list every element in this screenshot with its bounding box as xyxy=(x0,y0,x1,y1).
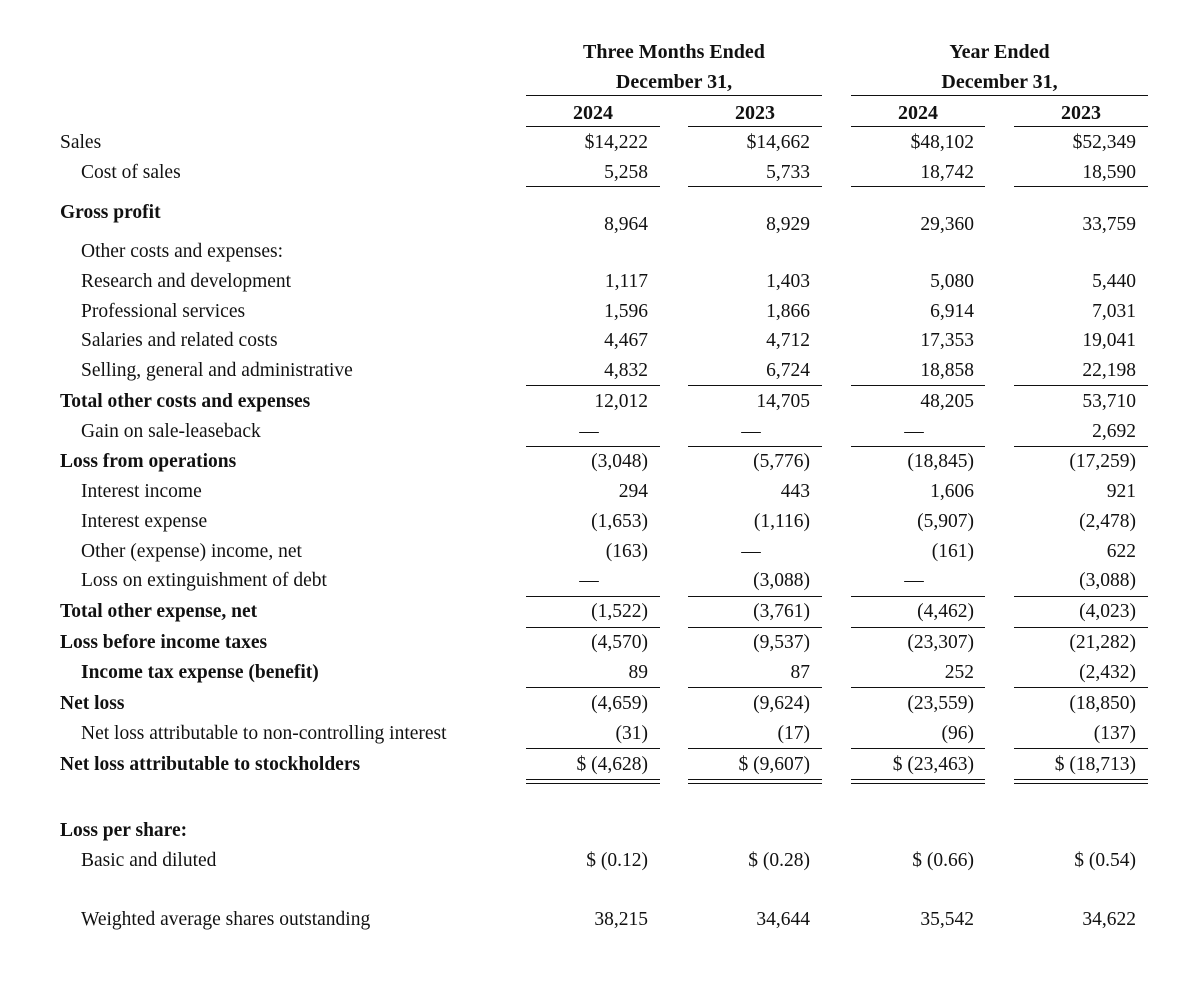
cell-value: (163) xyxy=(605,541,648,562)
cell-value: 622 xyxy=(1106,541,1136,562)
underline-rule xyxy=(688,126,822,127)
underline-rule xyxy=(851,687,985,688)
cell-value: (5,776) xyxy=(753,451,810,472)
row-label: Loss before income taxes xyxy=(60,632,268,653)
row-label: Professional services xyxy=(81,301,246,322)
cell-value: (23,307) xyxy=(907,632,974,653)
row-label: Other (expense) income, net xyxy=(81,541,302,562)
underline-rule xyxy=(688,687,822,688)
cell-value: 18,742 xyxy=(920,162,974,183)
row-label: Net loss attributable to stockholders xyxy=(60,754,361,775)
cell-value: 252 xyxy=(944,662,974,683)
table-row xyxy=(0,158,1200,188)
table-row xyxy=(0,905,1200,935)
cell-value: 19,041 xyxy=(1082,330,1136,351)
table-row xyxy=(0,297,1200,327)
table-row xyxy=(0,326,1200,356)
cell-value: — xyxy=(579,570,599,591)
cell-value: 921 xyxy=(1106,481,1136,502)
table-row xyxy=(0,628,1200,658)
cell-value: (1,653) xyxy=(591,511,648,532)
cell-value: $52,349 xyxy=(1072,132,1136,153)
table-row xyxy=(0,477,1200,507)
table-row xyxy=(0,417,1200,447)
underline-rule xyxy=(688,186,822,187)
row-label: Loss per share: xyxy=(60,820,188,841)
row-label: Basic and diluted xyxy=(81,850,217,871)
cell-value: 1,117 xyxy=(604,271,648,292)
table-row xyxy=(0,387,1200,417)
cell-value: (1,522) xyxy=(591,601,648,622)
cell-value: 1,866 xyxy=(766,301,810,322)
underline-rule xyxy=(526,186,660,187)
table-row xyxy=(0,566,1200,596)
cell-value: (3,048) xyxy=(591,451,648,472)
row-label: Cost of sales xyxy=(81,162,181,183)
cell-value: 1,596 xyxy=(604,301,648,322)
underline-rule xyxy=(1014,385,1148,386)
cell-value: 8,929 xyxy=(766,214,810,235)
underline-rule xyxy=(1014,186,1148,187)
cell-value: (2,432) xyxy=(1079,662,1136,683)
row-label: Loss on extinguishment of debt xyxy=(81,570,327,591)
double-underline-rule xyxy=(526,779,660,784)
cell-value: (137) xyxy=(1093,723,1136,744)
table-row xyxy=(0,846,1200,876)
row-label: Other costs and expenses: xyxy=(81,241,283,262)
table-row xyxy=(0,750,1200,780)
cell-value: (2,478) xyxy=(1079,511,1136,532)
cell-value: 1,606 xyxy=(930,481,974,502)
cell-value: 5,440 xyxy=(1092,271,1136,292)
column-header-year: 2024 xyxy=(573,102,613,124)
year-ended-header-line2: December 31, xyxy=(941,71,1058,93)
cell-value: $ (9,607) xyxy=(738,754,810,775)
cell-value: (9,537) xyxy=(753,632,810,653)
cell-value: 6,724 xyxy=(766,360,810,381)
table-row xyxy=(0,537,1200,567)
table-row xyxy=(0,507,1200,537)
table-row xyxy=(0,356,1200,386)
cell-value: $ (0.54) xyxy=(1074,850,1136,871)
cell-value: — xyxy=(904,570,924,591)
column-header-year: 2023 xyxy=(735,102,775,124)
cell-value: 7,031 xyxy=(1092,301,1136,322)
underline-rule xyxy=(526,126,660,127)
row-label: Weighted average shares outstanding xyxy=(81,909,371,930)
row-label: Interest expense xyxy=(81,511,208,532)
cell-value: 4,467 xyxy=(604,330,648,351)
underline-rule xyxy=(688,627,822,628)
cell-value: 1,403 xyxy=(766,271,810,292)
cell-value: $14,222 xyxy=(584,132,648,153)
cell-value: 5,080 xyxy=(930,271,974,292)
underline-rule xyxy=(851,596,985,597)
year-ended-header-line1: Year Ended xyxy=(949,41,1050,63)
row-label: Gain on sale-leaseback xyxy=(81,421,261,442)
underline-rule xyxy=(851,385,985,386)
three-months-header-line2: December 31, xyxy=(615,71,733,93)
cell-value: $ (0.66) xyxy=(912,850,974,871)
underline-rule xyxy=(526,446,660,447)
underline-rule xyxy=(851,186,985,187)
group-divider xyxy=(526,95,822,96)
row-label: Income tax expense (benefit) xyxy=(81,662,319,683)
cell-value: 18,858 xyxy=(920,360,974,381)
underline-rule xyxy=(1014,596,1148,597)
three-months-header-line1: Three Months Ended xyxy=(583,41,765,63)
cell-value: 87 xyxy=(790,662,810,683)
underline-rule xyxy=(851,748,985,749)
row-label: Loss from operations xyxy=(60,451,237,472)
column-header-year: 2023 xyxy=(1061,102,1101,124)
row-label: Selling, general and administrative xyxy=(81,360,353,381)
cell-value: 29,360 xyxy=(920,214,974,235)
underline-rule xyxy=(1014,627,1148,628)
row-label: Interest income xyxy=(81,481,202,502)
cell-value: (1,116) xyxy=(753,511,810,532)
row-label: Net loss xyxy=(60,693,125,714)
cell-value: (3,761) xyxy=(753,601,810,622)
cell-value: (3,088) xyxy=(1079,570,1136,591)
row-label: Sales xyxy=(60,132,102,153)
cell-value: (9,624) xyxy=(753,693,810,714)
table-row xyxy=(0,719,1200,749)
cell-value: 294 xyxy=(618,481,648,502)
cell-value: 12,012 xyxy=(594,391,648,412)
underline-rule xyxy=(526,596,660,597)
cell-value: $ (0.28) xyxy=(748,850,810,871)
cell-value: (17,259) xyxy=(1069,451,1136,472)
row-label: Net loss attributable to non-controlling interest xyxy=(81,723,447,744)
underline-rule xyxy=(1014,446,1148,447)
underline-rule xyxy=(688,385,822,386)
cell-value: 17,353 xyxy=(920,330,974,351)
cell-value: $ (4,628) xyxy=(576,754,648,775)
double-underline-rule xyxy=(688,779,822,784)
table-row xyxy=(0,267,1200,297)
table-row xyxy=(0,816,1200,846)
table-row xyxy=(0,198,1200,235)
cell-value: (21,282) xyxy=(1069,632,1136,653)
cell-value: (4,023) xyxy=(1079,601,1136,622)
cell-value: (161) xyxy=(931,541,974,562)
underline-rule xyxy=(688,446,822,447)
cell-value: 4,712 xyxy=(766,330,810,351)
underline-rule xyxy=(526,385,660,386)
cell-value: 5,258 xyxy=(604,162,648,183)
cell-value: $ (18,713) xyxy=(1054,754,1136,775)
row-label: Gross profit xyxy=(60,202,161,223)
cell-value: (31) xyxy=(615,723,648,744)
table-row xyxy=(0,689,1200,719)
cell-value: (96) xyxy=(941,723,974,744)
row-label: Salaries and related costs xyxy=(81,330,278,351)
underline-rule xyxy=(851,126,985,127)
table-row xyxy=(0,658,1200,688)
cell-value: $ (23,463) xyxy=(892,754,974,775)
cell-value: 6,914 xyxy=(930,301,974,322)
double-underline-rule xyxy=(851,779,985,784)
cell-value: 8,964 xyxy=(604,214,648,235)
table-row xyxy=(0,597,1200,627)
underline-rule xyxy=(688,748,822,749)
underline-rule xyxy=(1014,748,1148,749)
cell-value: 89 xyxy=(628,662,648,683)
cell-value: — xyxy=(741,421,761,442)
table-row xyxy=(0,128,1200,158)
underline-rule xyxy=(526,748,660,749)
table-row xyxy=(0,447,1200,477)
cell-value: (17) xyxy=(777,723,810,744)
cell-value: $14,662 xyxy=(746,132,810,153)
cell-value: 53,710 xyxy=(1082,391,1136,412)
cell-value: (4,570) xyxy=(591,632,648,653)
cell-value: (18,845) xyxy=(907,451,974,472)
underline-rule xyxy=(851,446,985,447)
cell-value: (3,088) xyxy=(753,570,810,591)
cell-value: 2,692 xyxy=(1092,421,1136,442)
cell-value: 33,759 xyxy=(1082,214,1136,235)
underline-rule xyxy=(851,627,985,628)
cell-value: (18,850) xyxy=(1069,693,1136,714)
cell-value: — xyxy=(904,421,924,442)
cell-value: (4,659) xyxy=(591,693,648,714)
cell-value: 14,705 xyxy=(756,391,810,412)
underline-rule xyxy=(526,687,660,688)
cell-value: 22,198 xyxy=(1082,360,1136,381)
cell-value: (5,907) xyxy=(917,511,974,532)
underline-rule xyxy=(688,596,822,597)
double-underline-rule xyxy=(1014,779,1148,784)
cell-value: 48,205 xyxy=(920,391,974,412)
cell-value: 18,590 xyxy=(1082,162,1136,183)
cell-value: 5,733 xyxy=(766,162,810,183)
cell-value: 4,832 xyxy=(604,360,648,381)
row-label: Research and development xyxy=(81,271,292,292)
underline-rule xyxy=(1014,687,1148,688)
cell-value: — xyxy=(741,541,761,562)
row-label: Total other costs and expenses xyxy=(60,391,311,412)
cell-value: 34,644 xyxy=(756,909,810,930)
group-divider xyxy=(851,95,1148,96)
cell-value: (23,559) xyxy=(907,693,974,714)
cell-value: 34,622 xyxy=(1082,909,1136,930)
cell-value: 38,215 xyxy=(594,909,648,930)
cell-value: 35,542 xyxy=(920,909,974,930)
cell-value: — xyxy=(579,421,599,442)
cell-value: $48,102 xyxy=(910,132,974,153)
table-row xyxy=(0,237,1200,267)
underline-rule xyxy=(1014,126,1148,127)
cell-value: (4,462) xyxy=(917,601,974,622)
column-header-year: 2024 xyxy=(898,102,938,124)
row-label: Total other expense, net xyxy=(60,601,258,622)
underline-rule xyxy=(526,627,660,628)
cell-value: $ (0.12) xyxy=(586,850,648,871)
cell-value: 443 xyxy=(780,481,810,502)
